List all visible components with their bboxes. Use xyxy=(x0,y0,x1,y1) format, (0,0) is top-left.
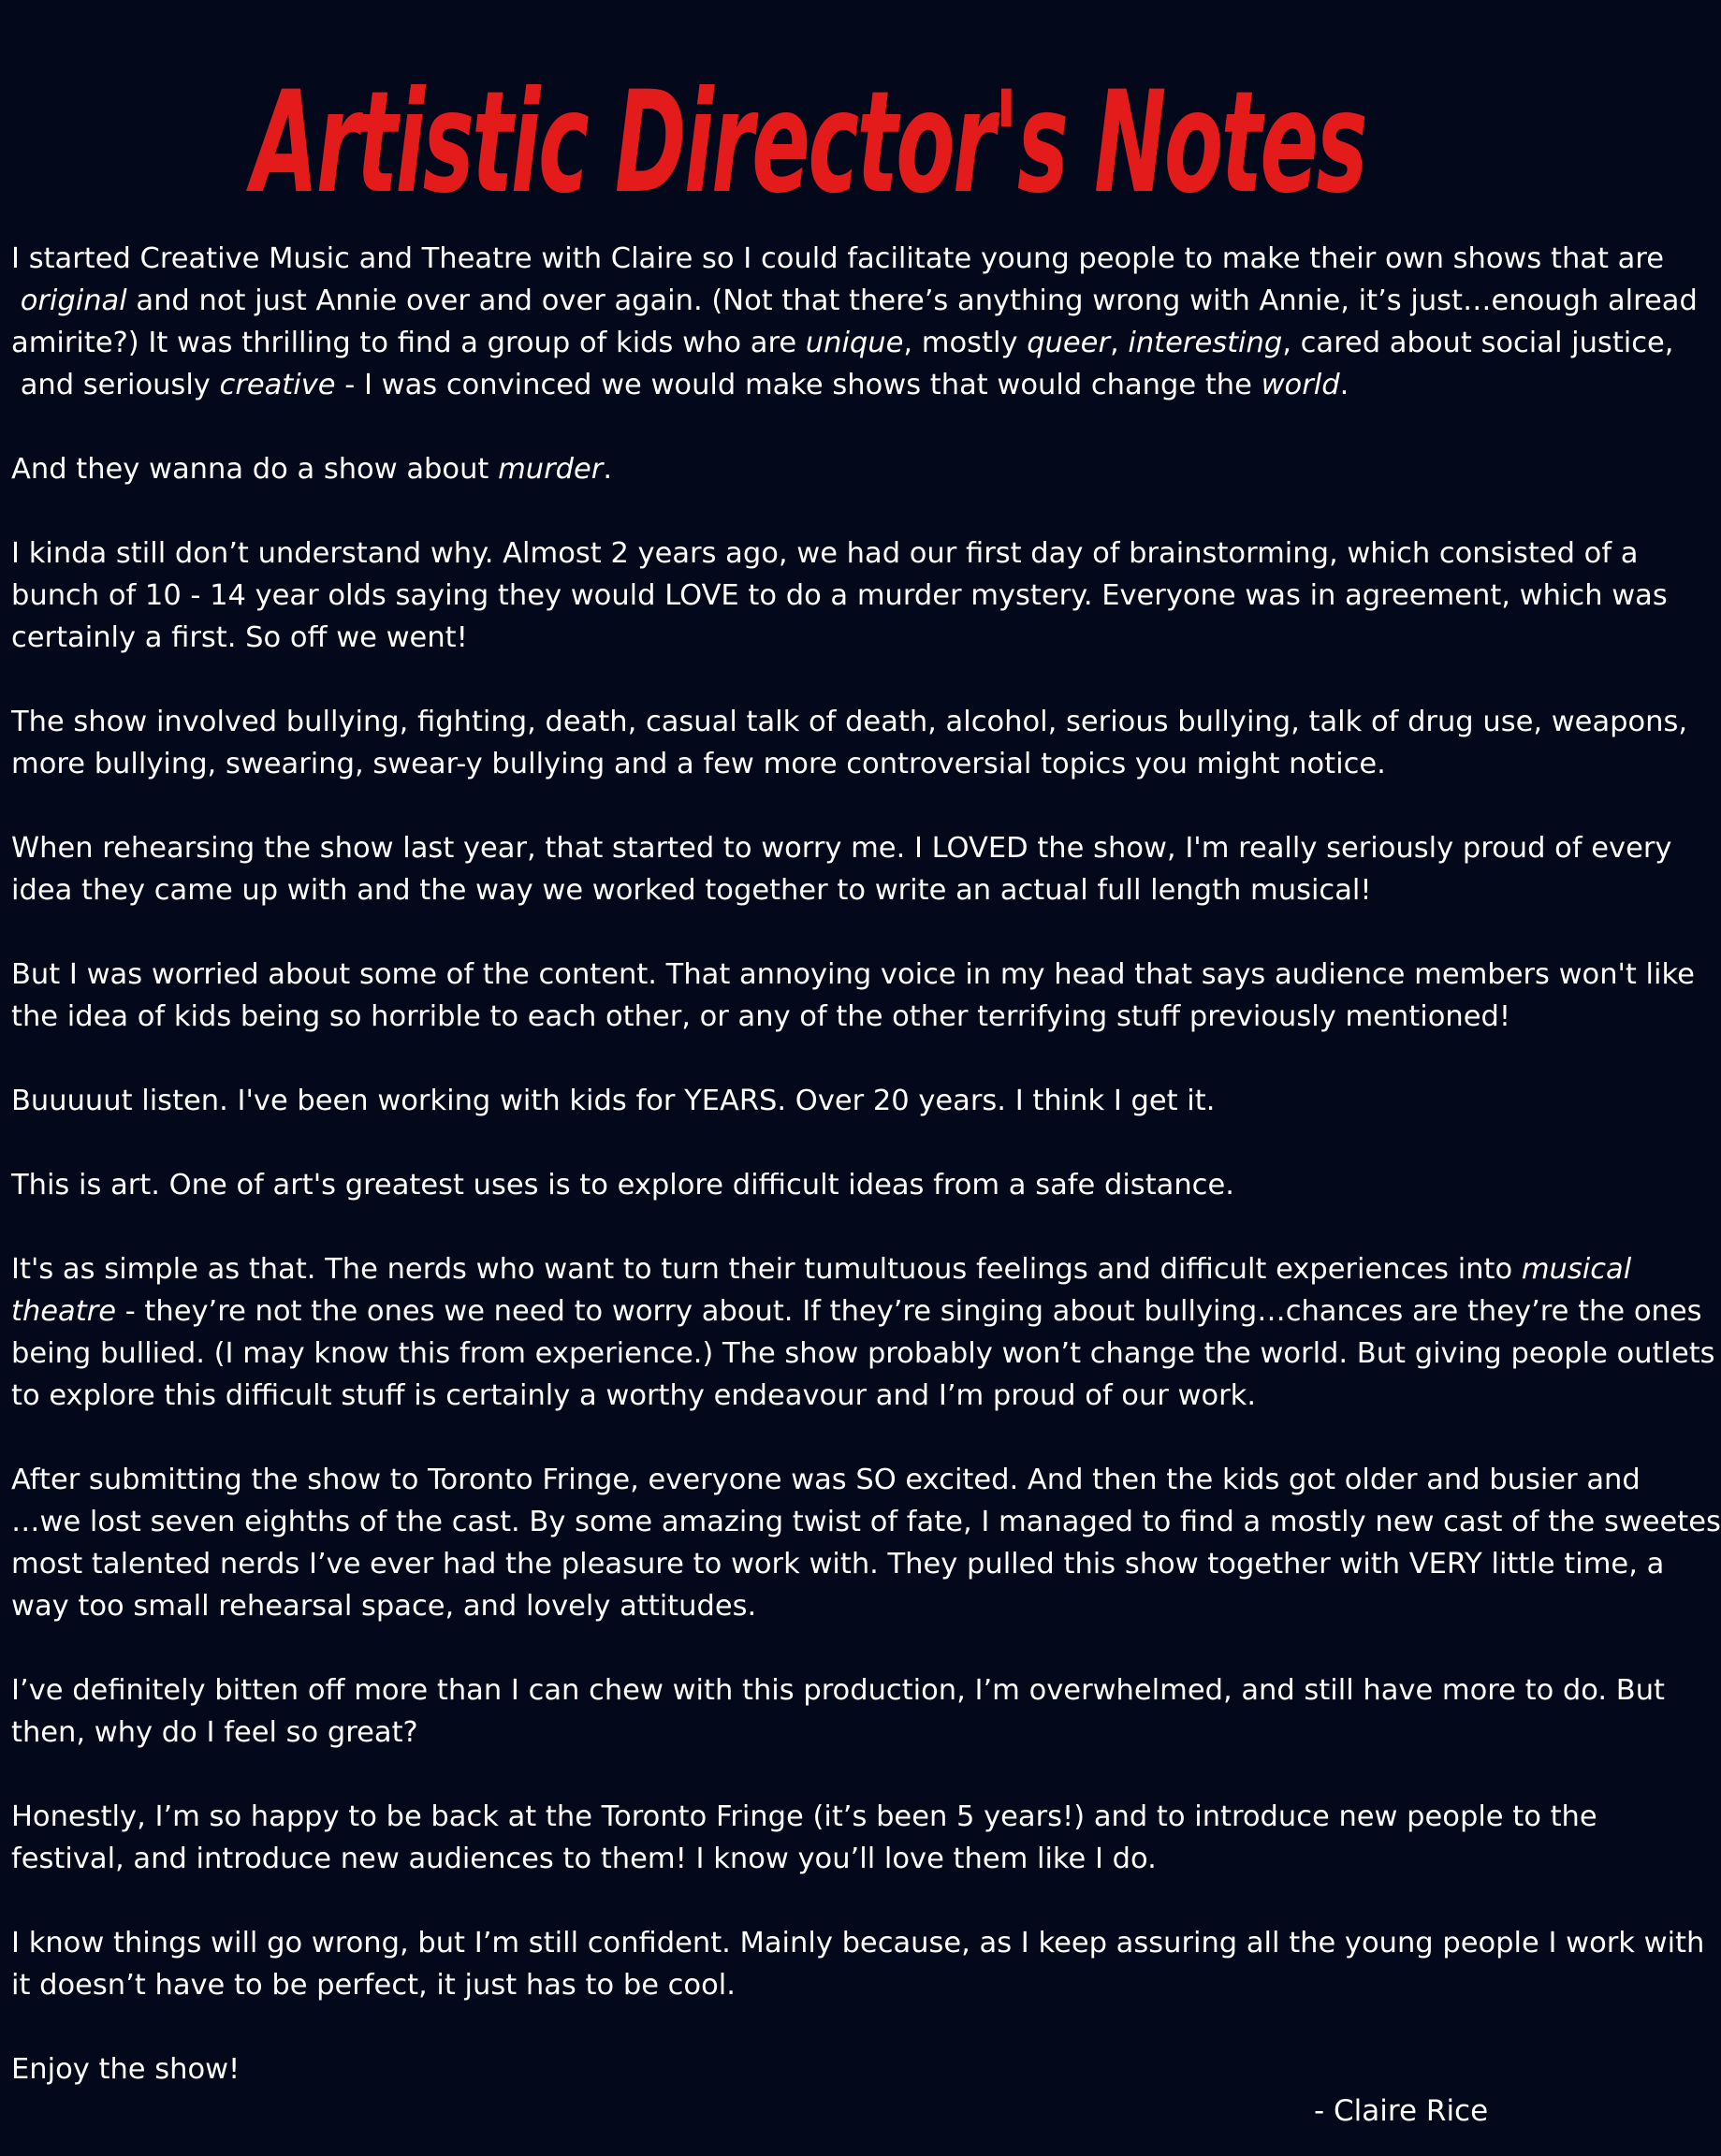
paragraph xyxy=(11,1922,1705,2006)
paragraph-gap xyxy=(11,659,1617,701)
text-line xyxy=(11,1669,1666,1712)
paragraph-gap xyxy=(11,406,1617,448)
text-line xyxy=(11,1080,1617,1122)
italic-text: theatre xyxy=(11,1295,117,1328)
text-run: . xyxy=(603,453,613,486)
paragraph xyxy=(11,1248,1715,1417)
text-line xyxy=(11,1290,1702,1333)
text-run: bunch of 10 - 14 year olds saying they would LOVE to do a murder mystery. Everyone was in agreement, which was xyxy=(11,579,1668,612)
text-line xyxy=(11,827,1672,869)
paragraph xyxy=(11,1164,1617,1206)
text-run: , xyxy=(1109,327,1129,359)
paragraph-gap xyxy=(11,1206,1617,1248)
text-run: way too small rehearsal space, and lovely attitudes. xyxy=(11,1590,757,1623)
text-run: the idea of kids being so horrible to each other, or any of the other terrifying stuff previously mentioned! xyxy=(11,1000,1511,1033)
text-run: It's as simple as that. The nerds who want to turn their tumultuous feelings and difficult experiences into xyxy=(11,1253,1522,1286)
text-run: I’ve definitely bitten off more than I can chew with this production, I’m overwhelmed, and still have more to do. But xyxy=(11,1674,1666,1707)
paragraph-gap xyxy=(11,490,1617,532)
text-line xyxy=(11,1838,1617,1880)
text-run: certainly a first. So off we went! xyxy=(11,621,468,654)
text-line xyxy=(11,1248,1632,1290)
text-line xyxy=(11,1543,1665,1585)
text-line xyxy=(11,743,1617,785)
text-line xyxy=(11,364,1617,406)
paragraph-gap xyxy=(11,1754,1617,1796)
text-line xyxy=(11,701,1688,743)
page-title xyxy=(0,7,1617,228)
paragraph xyxy=(11,827,1672,911)
text-line xyxy=(11,1164,1617,1206)
text-line xyxy=(11,1459,1641,1501)
text-run: Buuuuut listen. I've been working with kids for YEARS. Over 20 years. I think I get it. xyxy=(11,1085,1216,1117)
paragraph xyxy=(11,1080,1617,1122)
paragraph-gap xyxy=(11,785,1617,827)
text-line xyxy=(11,532,1639,575)
text-line xyxy=(11,448,1617,490)
paragraph xyxy=(11,1459,1721,1627)
text-line xyxy=(11,1333,1715,1375)
text-run: After submitting the show to Toronto Fringe, everyone was SO excited. And then the kids got older and busier and xyxy=(11,1464,1641,1496)
text-line xyxy=(11,1964,1617,2006)
text-run: - I was convinced we would make shows that would change the xyxy=(335,369,1262,401)
text-line xyxy=(11,1375,1617,1417)
text-run: it doesn’t have to be perfect, it just has to be cool. xyxy=(11,1969,736,2002)
text-line xyxy=(11,322,1674,364)
paragraph-gap xyxy=(11,911,1617,954)
paragraph-gap xyxy=(11,2006,1617,2048)
text-run: The show involved bullying, fighting, death, casual talk of death, alcohol, serious bullying, talk of drug use, weapons, xyxy=(11,706,1688,738)
paragraph xyxy=(11,448,1617,490)
paragraph xyxy=(11,701,1688,785)
text-line xyxy=(11,869,1617,911)
text-run: When rehearsing the show last year, that started to worry me. I LOVED the show, I'm really seriously proud of every xyxy=(11,832,1672,865)
text-run: most talented nerds I’ve ever had the pleasure to work with. They pulled this show together with VERY little time, a xyxy=(11,1548,1665,1581)
italic-text: musical xyxy=(1521,1253,1632,1286)
italic-text: world xyxy=(1261,369,1340,401)
signature: - Claire Rice xyxy=(1314,2094,1489,2128)
text-run: more bullying, swearing, swear-y bullying and a few more controversial topics you might notice. xyxy=(11,748,1386,780)
text-run: I kinda still don’t understand why. Almost 2 years ago, we had our first day of brainstorming, which consisted of a xyxy=(11,537,1639,570)
text-line xyxy=(11,1922,1705,1964)
text-run: . xyxy=(1339,369,1349,401)
text-line xyxy=(11,996,1617,1038)
paragraph xyxy=(11,1669,1666,1754)
paragraph-gap xyxy=(11,1880,1617,1922)
paragraph xyxy=(11,238,1698,406)
text-run: and not just Annie over and over again. (Not that there’s anything wrong with Annie, it’s just…enough alread xyxy=(126,284,1698,317)
text-run: Honestly, I’m so happy to be back at the Toronto Fringe (it’s been 5 years!) and to introduce new people to the xyxy=(11,1800,1597,1833)
text-line xyxy=(11,238,1664,280)
text-run: idea they came up with and the way we worked together to write an actual full length musical! xyxy=(11,874,1372,907)
text-run: amirite?) It was thrilling to find a group of kids who are xyxy=(11,327,806,359)
text-line xyxy=(11,954,1695,996)
text-line xyxy=(11,617,1617,659)
text-run: then, why do I feel so great? xyxy=(11,1716,418,1749)
paragraph xyxy=(11,1796,1617,1880)
italic-text: queer xyxy=(1027,327,1110,359)
text-line xyxy=(11,2048,1617,2090)
text-run: Enjoy the show! xyxy=(11,2053,241,2086)
italic-text: unique xyxy=(805,327,904,359)
paragraph-gap xyxy=(11,1038,1617,1080)
text-run: But I was worried about some of the content. That annoying voice in my head that says audience members won't like xyxy=(11,958,1695,991)
text-run: and seriously xyxy=(11,369,220,401)
text-line xyxy=(11,1796,1617,1838)
text-line xyxy=(11,1712,1617,1754)
paragraph-gap xyxy=(11,1627,1617,1669)
title-text: Artistic Director's Notes xyxy=(245,62,1365,225)
text-line xyxy=(11,280,1698,322)
text-run: to explore this difficult stuff is certainly a worthy endeavour and I’m proud of our work. xyxy=(11,1379,1257,1412)
text-line xyxy=(11,1501,1721,1543)
notes-body xyxy=(11,238,1721,2090)
text-run xyxy=(11,284,21,317)
paragraph xyxy=(11,954,1695,1038)
italic-text: murder xyxy=(498,453,604,486)
text-run: …we lost seven eighths of the cast. By some amazing twist of fate, I managed to find a mostly new cast of the sweetes xyxy=(11,1506,1721,1538)
italic-text: creative xyxy=(219,369,336,401)
italic-text: interesting xyxy=(1128,327,1283,359)
text-run: This is art. One of art's greatest uses is to explore difficult ideas from a safe distance. xyxy=(11,1169,1234,1202)
paragraph-gap xyxy=(11,1122,1617,1164)
text-run: being bullied. (I may know this from experience.) The show probably won’t change the world. But giving people outlets xyxy=(11,1337,1715,1370)
text-run: , mostly xyxy=(903,327,1028,359)
text-run: And they wanna do a show about xyxy=(11,453,499,486)
text-run: I started Creative Music and Theatre with Claire so I could facilitate young people to make their own shows that are xyxy=(11,242,1664,275)
text-run: I know things will go wrong, but I’m still confident. Mainly because, as I keep assuring all the young people I work with xyxy=(11,1927,1705,1959)
paragraph-gap xyxy=(11,1417,1617,1459)
text-line xyxy=(11,575,1668,617)
italic-text: original xyxy=(20,284,127,317)
title-graphic xyxy=(0,7,1617,228)
text-run: , cared about social justice, xyxy=(1282,327,1674,359)
text-line xyxy=(11,1585,1617,1627)
paragraph xyxy=(11,532,1668,659)
text-run: festival, and introduce new audiences to them! I know you’ll love them like I do. xyxy=(11,1843,1157,1875)
paragraph xyxy=(11,2048,1617,2090)
text-run: - they’re not the ones we need to worry about. If they’re singing about bullying…chances are they’re the ones xyxy=(116,1295,1702,1328)
